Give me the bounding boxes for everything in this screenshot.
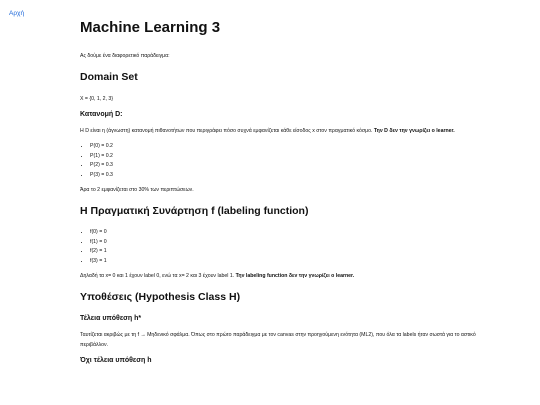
distribution-bold-note: Την D δεν την γνωρίζει ο learner. xyxy=(373,128,455,134)
labeling-description: Δηλαδή τα x= 0 και 1 έχουν label 0, ενώ τα x= 2 και 3 έχουν label 1. xyxy=(80,273,236,279)
probability-note: Άρα το 2 εμφανίζεται στο 30% των περιπτώσεων. xyxy=(80,187,194,193)
list-item: • f(3) = 1 xyxy=(90,257,480,267)
hypothesis-heading: Υποθέσεις (Hypothesis Class H) xyxy=(80,291,241,303)
intro-text: Ας δούμε ένα διαφορετικό παράδειγμα: xyxy=(80,53,170,59)
imperfect-hypothesis-heading: Όχι τέλεια υπόθεση h xyxy=(80,357,152,364)
distribution-text xyxy=(80,126,480,136)
domain-set-text: X = {0, 1, 2, 3} xyxy=(80,96,114,102)
list-item: • f(0) = 0 xyxy=(90,228,480,238)
labeling-list xyxy=(80,228,480,266)
distribution-description: Η D είναι η (άγνωστη) κατανομή πιθανοτήτων που περιγράφει πόσο συχνά εμφανίζεται κάθε είσοδος x στον πραγματικό κόσμο. xyxy=(80,128,374,134)
list-item: • f(1) = 0 xyxy=(90,238,480,248)
labeling-bold-note: Την labeling function δεν την γνωρίζει ο learner. xyxy=(235,273,355,279)
list-item: • f(2) = 1 xyxy=(90,247,480,257)
list-item: • P(1) = 0.2 xyxy=(90,152,480,162)
home-link[interactable]: Αρχή xyxy=(9,10,25,17)
list-item: • P(3) = 0.3 xyxy=(90,171,480,181)
probability-list xyxy=(80,142,480,180)
list-item: • P(2) = 0.3 xyxy=(90,161,480,171)
list-item: • P(0) = 0.2 xyxy=(90,142,480,152)
labeling-function-heading: Η Πραγματική Συνάρτηση f (labeling function) xyxy=(80,205,309,217)
distribution-heading: Κατανομή D: xyxy=(80,111,123,118)
main-content xyxy=(80,14,480,371)
domain-set-heading: Domain Set xyxy=(80,71,138,83)
page-title: Machine Learning 3 xyxy=(80,19,221,36)
perfect-hypothesis-text: Ταυτίζεται ακριβώς με τη f → Μηδενικό σφάλμα. Όπως στο πρώτο παράδειγμα με τον canvas στην προηγούμενη ενότητα (ML2), που όλα τα labels ήταν σωστά για το αστικό περιβάλλον. xyxy=(80,332,476,348)
labeling-note xyxy=(80,271,480,281)
perfect-hypothesis-heading: Τέλεια υπόθεση h* xyxy=(80,315,142,322)
